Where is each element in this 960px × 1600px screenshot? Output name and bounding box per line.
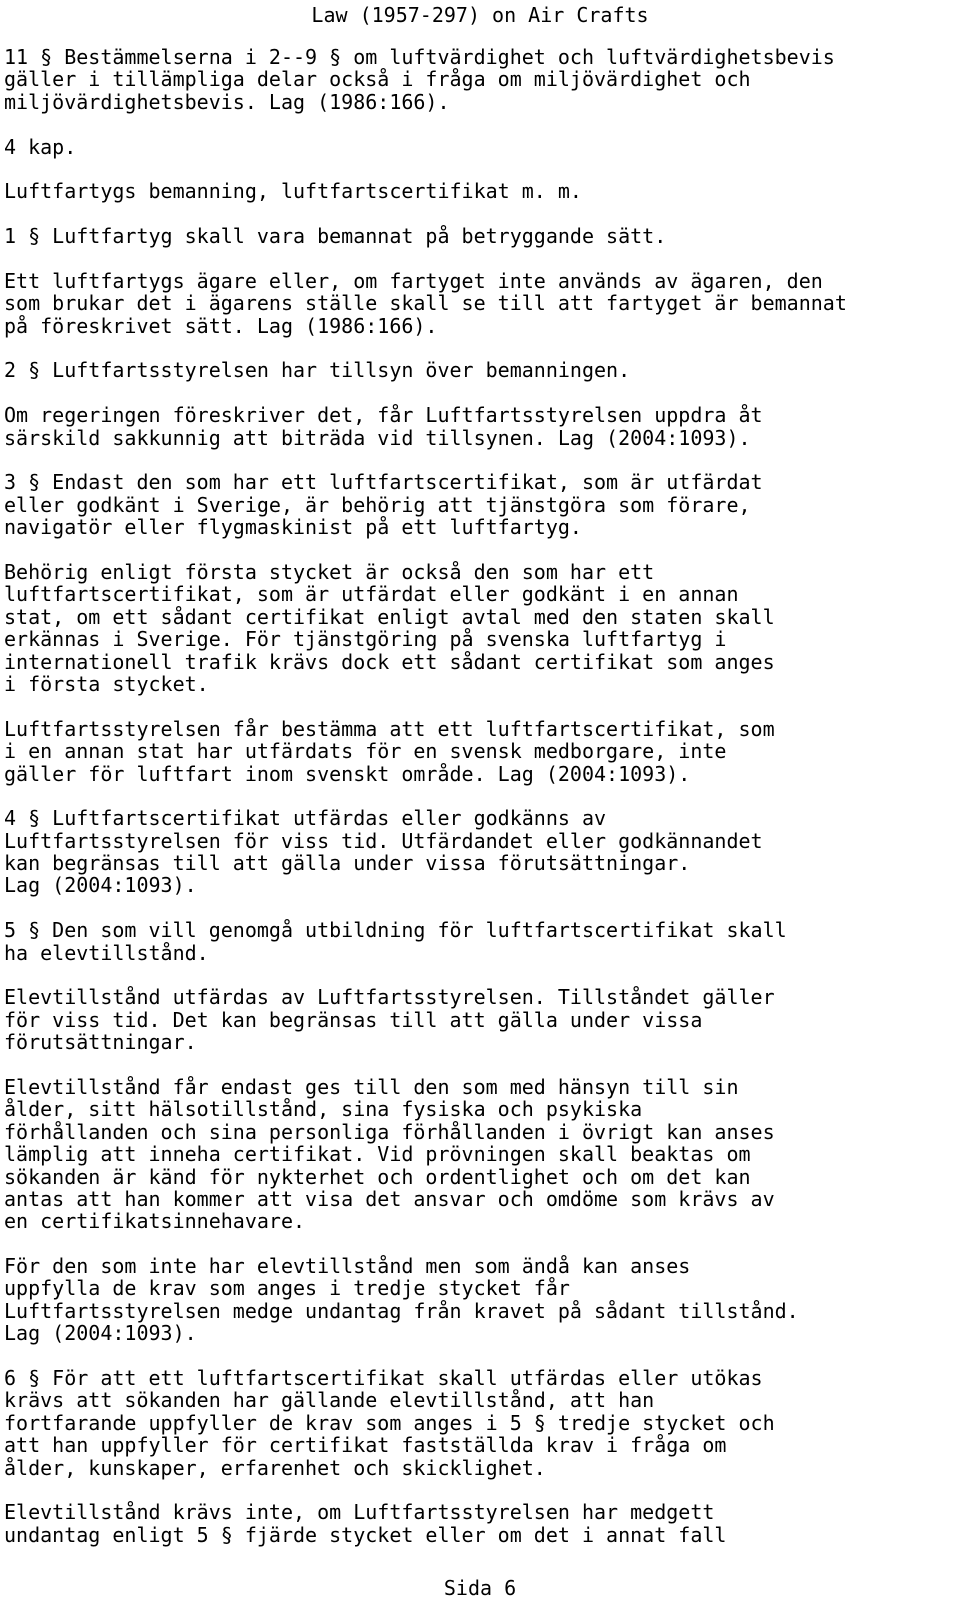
text-line: 1 § Luftfartyg skall vara bemannat på betryggande sätt.	[4, 224, 667, 249]
text-line: 2 § Luftfartsstyrelsen har tillsyn över bemanningen.	[4, 358, 631, 383]
text-line: 4 kap.	[4, 134, 77, 159]
text-line: 3 § Endast den som har ett luftfartscertifikat, som är utfärdat	[4, 470, 763, 495]
paragraph	[4, 225, 954, 247]
paragraph	[4, 471, 954, 538]
paragraph	[4, 359, 954, 381]
law-text-body	[4, 46, 954, 1569]
text-line: navigatör eller flygmaskinist på ett luftfartyg.	[4, 515, 582, 540]
paragraph	[4, 1367, 954, 1479]
text-line: Elevtillstånd får endast ges till den som med hänsyn till sin	[4, 1074, 739, 1099]
text-line: internationell trafik krävs dock ett sådant certifikat som anges	[4, 649, 775, 674]
text-line: undantag enligt 5 § fjärde stycket eller om det i annat fall	[4, 1522, 727, 1547]
text-line: lämplig att inneha certifikat. Vid prövningen skall beaktas om	[4, 1142, 751, 1167]
paragraph	[4, 270, 954, 337]
paragraph	[4, 807, 954, 897]
text-line: För den som inte har elevtillstånd men som ändå kan anses	[4, 1254, 691, 1279]
text-line: sökanden är känd för nykterhet och ordentlighet och om det kan	[4, 1164, 751, 1189]
text-line: att han uppfyller för certifikat fastställda krav i fråga om	[4, 1433, 727, 1458]
paragraph	[4, 919, 954, 964]
text-line: förutsättningar.	[4, 1030, 197, 1055]
text-line: luftfartscertifikat, som är utfärdat eller godkänt i en annan	[4, 582, 739, 607]
paragraph	[4, 1501, 954, 1546]
text-line: Luftfartygs bemanning, luftfartscertifikat m. m.	[4, 179, 582, 204]
text-line: särskild sakkunnig att biträda vid tillsynen. Lag (2004:1093).	[4, 425, 751, 450]
text-line: stat, om ett sådant certifikat enligt avtal med den staten skall	[4, 604, 775, 629]
text-line: Lag (2004:1093).	[4, 1321, 197, 1346]
text-line: Lag (2004:1093).	[4, 873, 197, 898]
text-line: Om regeringen föreskriver det, får Luftfartsstyrelsen uppdra åt	[4, 403, 763, 428]
paragraph	[4, 1255, 954, 1345]
paragraph	[4, 986, 954, 1053]
text-line: eller godkänt i Sverige, är behörig att tjänstgöra som förare,	[4, 492, 751, 517]
paragraph	[4, 561, 954, 695]
paragraph	[4, 136, 954, 158]
text-line: kan begränsas till att gälla under vissa förutsättningar.	[4, 851, 691, 876]
text-line: miljövärdighetsbevis. Lag (1986:166).	[4, 89, 450, 114]
text-line: på föreskrivet sätt. Lag (1986:166).	[4, 313, 438, 338]
text-line: ha elevtillstånd.	[4, 940, 209, 965]
page-header: Law (1957-297) on Air Crafts	[311, 3, 649, 27]
paragraph	[4, 404, 954, 449]
text-line: fortfarande uppfyller de krav som anges i 5 § tredje stycket och	[4, 1410, 775, 1435]
paragraph	[4, 180, 954, 202]
paragraph	[4, 1076, 954, 1233]
text-line: Luftfartsstyrelsen medge undantag från kravet på sådant tillstånd.	[4, 1298, 799, 1323]
text-line: gäller i tillämpliga delar också i fråga om miljövärdighet och	[4, 67, 751, 92]
text-line: en certifikatsinnehavare.	[4, 1209, 306, 1234]
text-line: ålder, sitt hälsotillstånd, sina fysiska och psykiska	[4, 1097, 643, 1122]
text-line: uppfylla de krav som anges i tredje stycket får	[4, 1276, 570, 1301]
text-line: 5 § Den som vill genomgå utbildning för luftfartscertifikat skall	[4, 918, 787, 943]
text-line: förhållanden och sina personliga förhållanden i övrigt kan anses	[4, 1119, 775, 1144]
page-number: Sida 6	[443, 1576, 517, 1600]
text-line: Luftfartsstyrelsen för viss tid. Utfärdandet eller godkännandet	[4, 828, 763, 853]
text-line: ålder, kunskaper, erfarenhet och skicklighet.	[4, 1455, 546, 1480]
text-line: 11 § Bestämmelserna i 2--9 § om luftvärdighet och luftvärdighetsbevis	[4, 45, 835, 69]
text-line: erkännas i Sverige. För tjänstgöring på svenska luftfartyg i	[4, 627, 727, 652]
text-line: 6 § För att ett luftfartscertifikat skall utfärdas eller utökas	[4, 1366, 763, 1391]
text-line: Elevtillstånd utfärdas av Luftfartsstyrelsen. Tillståndet gäller	[4, 985, 775, 1010]
text-line: i en annan stat har utfärdats för en svensk medborgare, inte	[4, 739, 727, 764]
paragraph	[4, 46, 954, 113]
text-line: krävs att sökanden har gällande elevtillstånd, att han	[4, 1388, 655, 1413]
text-line: Elevtillstånd krävs inte, om Luftfartsstyrelsen har medgett	[4, 1500, 715, 1525]
text-line: Behörig enligt första stycket är också den som har ett	[4, 559, 655, 584]
text-line: för viss tid. Det kan begränsas till att gälla under vissa	[4, 1007, 703, 1032]
paragraph	[4, 718, 954, 785]
text-line: antas att han kommer att visa det ansvar och omdöme som krävs av	[4, 1186, 775, 1211]
text-line: gäller för luftfart inom svenskt område. Lag (2004:1093).	[4, 761, 691, 786]
text-line: i första stycket.	[4, 671, 209, 696]
text-line: 4 § Luftfartscertifikat utfärdas eller godkänns av	[4, 806, 607, 831]
text-line: Luftfartsstyrelsen får bestämma att ett luftfartscertifikat, som	[4, 716, 775, 741]
text-line: Ett luftfartygs ägare eller, om fartyget inte används av ägaren, den	[4, 268, 823, 293]
text-line: som brukar det i ägarens ställe skall se till att fartyget är bemannat	[4, 291, 847, 316]
